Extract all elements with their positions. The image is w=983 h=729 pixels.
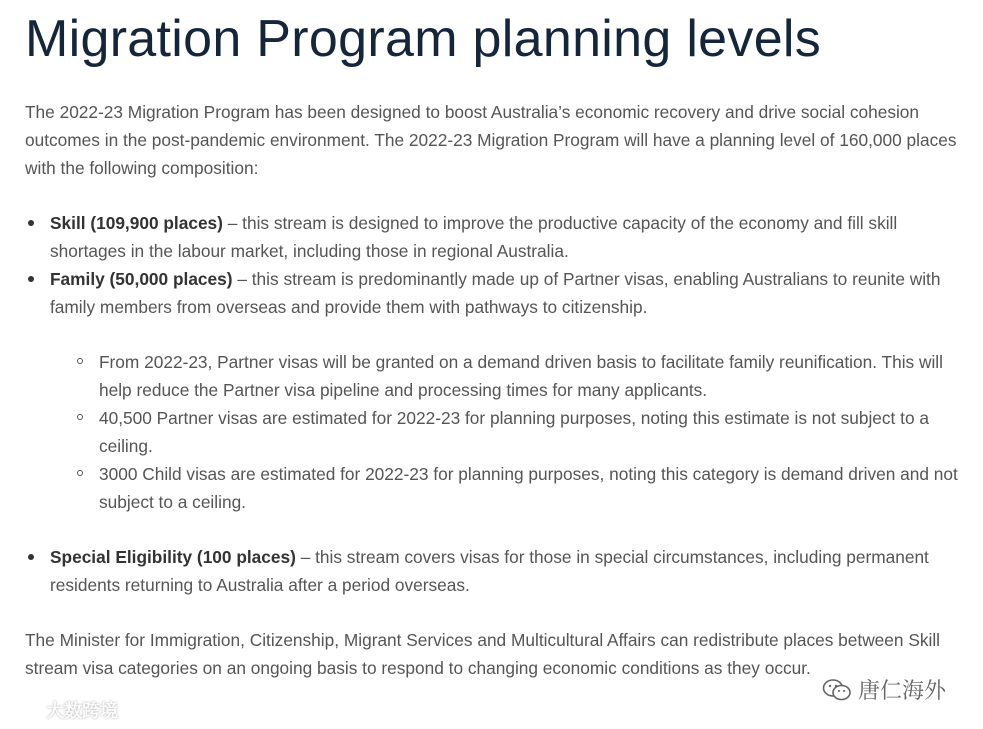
note-text: From 2022-23, Partner visas will be granted on a demand driven basis to facilitate family reunification. This will help reduce the Partner visa pipeline and processing times for many applicants. xyxy=(99,352,943,400)
stream-list xyxy=(25,209,965,599)
page-title: Migration Program planning levels xyxy=(25,10,822,68)
list-item xyxy=(50,348,965,404)
article xyxy=(25,0,965,682)
watermark-right xyxy=(822,674,946,705)
note-text: 3000 Child visas are estimated for 2022-23 for planning purposes, noting this category is demand driven and not subject to a ceiling. xyxy=(99,464,958,512)
bullet-icon xyxy=(28,276,34,282)
stream-title: Special Eligibility (100 places) xyxy=(50,547,296,567)
closing-paragraph: The Minister for Immigration, Citizenship, Migrant Services and Multicultural Affairs can redistribute places between Skill stream visa categories on an ongoing basis to respond to changing economic conditions as they occur. xyxy=(25,630,941,678)
intro-paragraph: The 2022-23 Migration Program has been designed to boost Australia’s economic recovery and drive social cohesion outcomes in the post-pandemic environment. The 2022-23 Migration Program will have a planning level of 160,000 places with the following composition: xyxy=(25,102,957,178)
stream-description: – this stream is designed to improve the productive capacity of the economy and fill skill shortages in the labour market, including those in regional Australia. xyxy=(50,213,898,261)
wechat-icon xyxy=(822,678,852,702)
stream-title: Skill (109,900 places) xyxy=(50,213,223,233)
stream-description: – this stream covers visas for those in special circumstances, including permanent residents returning to Australia after a period overseas. xyxy=(50,547,929,595)
watermark-text: 唐仁海外 xyxy=(858,679,947,704)
list-item xyxy=(50,460,965,516)
bullet-icon xyxy=(28,554,34,560)
family-notes-list xyxy=(50,348,965,516)
logo-icon xyxy=(8,700,42,720)
circle-bullet-icon xyxy=(77,414,83,420)
list-item-family xyxy=(25,265,965,516)
stream-title: Family (50,000 places) xyxy=(50,269,233,289)
note-text: 40,500 Partner visas are estimated for 2022-23 for planning purposes, noting this estimate is not subject to a ceiling. xyxy=(99,408,929,456)
list-item-special xyxy=(25,543,965,599)
watermark-text: 大数跨境 xyxy=(46,701,118,722)
watermark-left xyxy=(8,697,118,723)
circle-bullet-icon xyxy=(77,358,83,364)
bullet-icon xyxy=(28,220,34,226)
list-item-skill xyxy=(25,209,965,265)
list-item xyxy=(50,404,965,460)
circle-bullet-icon xyxy=(77,470,83,476)
stream-description: – this stream is predominantly made up of Partner visas, enabling Australians to reunite with family members from overseas and provide them with pathways to citizenship. xyxy=(50,269,941,317)
